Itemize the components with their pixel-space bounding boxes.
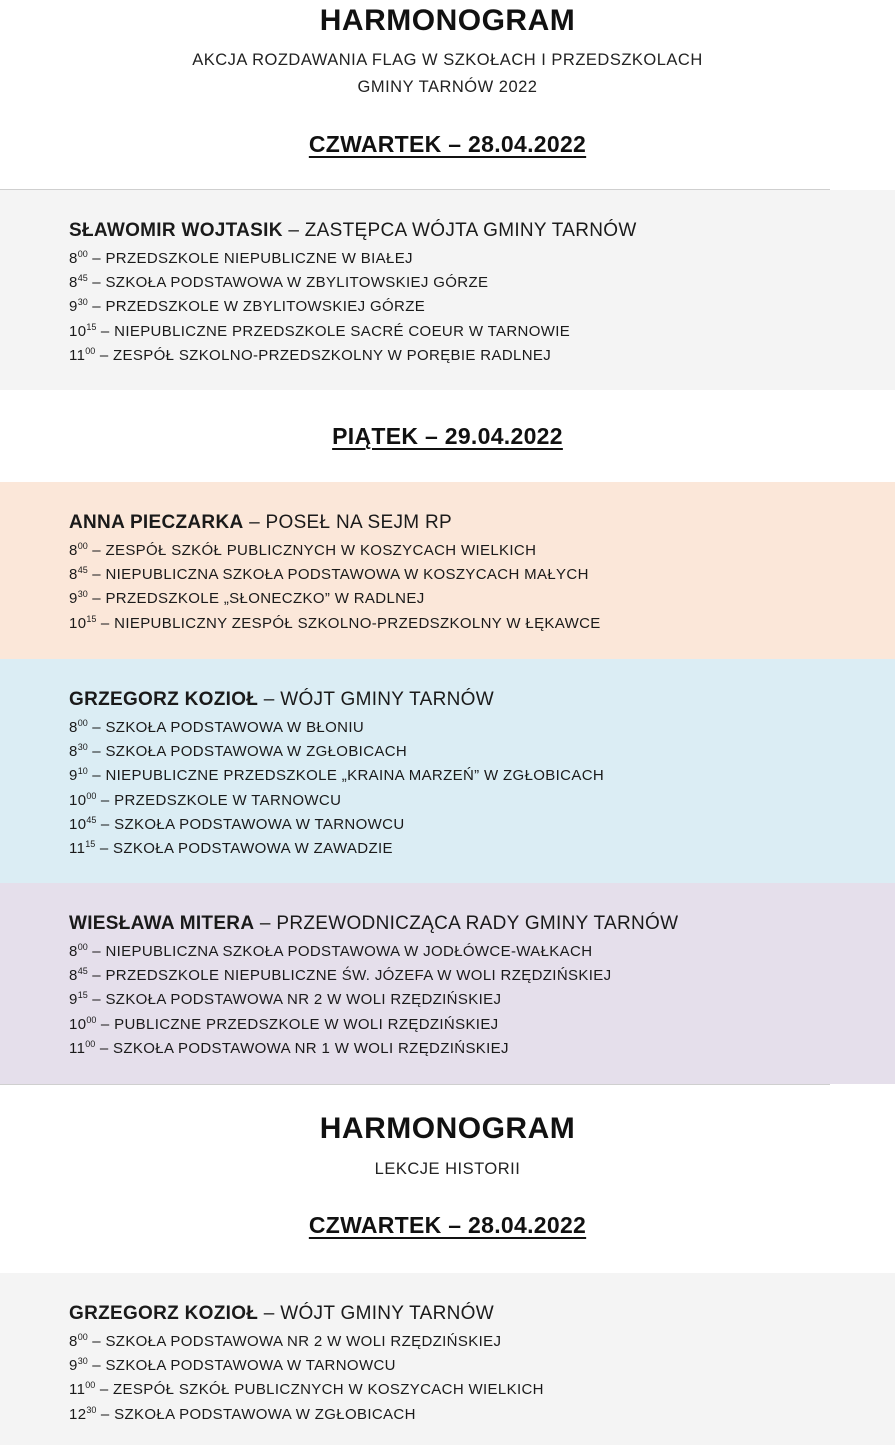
schedule-entry bbox=[69, 740, 875, 764]
page-subtitle-line1: AKCJA ROZDAWANIA FLAG W SZKOŁACH I PRZEDSZKOLACH bbox=[192, 51, 703, 69]
entry-minutes: 00 bbox=[85, 345, 96, 356]
entry-hour: 8 bbox=[69, 542, 78, 559]
schedule-entry bbox=[69, 271, 875, 295]
day-heading-friday: PIĄTEK – 29.04.2022 bbox=[332, 423, 563, 449]
schedule-block-content bbox=[69, 510, 875, 636]
entry-location: – ZESPÓŁ SZKÓŁ PUBLICZNYCH W KOSZYCACH WIELKICH bbox=[87, 542, 537, 559]
schedule-entry bbox=[69, 837, 875, 861]
entry-location: – SZKOŁA PODSTAWOWA W TARNOWCU bbox=[96, 815, 405, 833]
schedule-entry bbox=[69, 1013, 875, 1037]
schedule-entry bbox=[69, 1037, 875, 1061]
schedule-entries bbox=[69, 1330, 875, 1427]
entry-minutes: 15 bbox=[85, 838, 96, 849]
schedule-entry bbox=[69, 295, 875, 319]
entry-minutes: 45 bbox=[77, 565, 88, 576]
page-title: HARMONOGRAM bbox=[319, 4, 576, 37]
entry-location: – NIEPUBLICZNA SZKOŁA PODSTAWOWA W JODŁÓWCE-WAŁKACH bbox=[87, 943, 593, 960]
entry-minutes: 00 bbox=[85, 1038, 96, 1049]
schedule-entry bbox=[69, 563, 875, 587]
schedule-entries bbox=[69, 539, 875, 636]
entry-minutes: 30 bbox=[77, 589, 88, 600]
entry-location: – NIEPUBLICZNY ZESPÓŁ SZKOLNO-PRZEDSZKOLNY W ŁĘKAWCE bbox=[96, 614, 601, 632]
schedule-entry bbox=[69, 940, 875, 964]
entry-location: – PRZEDSZKOLE W TARNOWCU bbox=[96, 791, 342, 809]
schedule-entry bbox=[69, 964, 875, 988]
person-heading bbox=[69, 510, 875, 539]
entry-hour: 8 bbox=[69, 743, 78, 761]
schedule-entry bbox=[69, 344, 875, 368]
entry-minutes: 00 bbox=[77, 942, 88, 952]
entry-location: – PUBLICZNE PRZEDSZKOLE W WOLI RZĘDZIŃSKIEJ bbox=[96, 1015, 499, 1033]
entry-location: – NIEPUBLICZNE PRZEDSZKOLE „KRAINA MARZEŃ” W ZGŁOBICACH bbox=[87, 767, 605, 785]
entry-hour: 10 bbox=[69, 614, 87, 632]
entry-location: – PRZEDSZKOLE „SŁONECZKO” W RADLNEJ bbox=[87, 590, 425, 608]
schedule-entry bbox=[69, 789, 875, 813]
entry-minutes: 00 bbox=[77, 541, 88, 551]
schedule-entry bbox=[69, 612, 875, 636]
entry-minutes: 30 bbox=[86, 1404, 97, 1415]
entry-hour: 11 bbox=[69, 839, 86, 857]
entry-hour: 11 bbox=[69, 1039, 86, 1057]
entry-location: – NIEPUBLICZNE PRZEDSZKOLE SACRÉ COEUR W TARNOWIE bbox=[96, 322, 571, 340]
person-name: WIESŁAWA MITERA bbox=[69, 913, 255, 934]
entry-hour: 12 bbox=[69, 1405, 87, 1423]
entry-minutes: 00 bbox=[77, 718, 88, 728]
entry-location: – SZKOŁA PODSTAWOWA W ZGŁOBICACH bbox=[96, 1405, 416, 1423]
entry-minutes: 00 bbox=[86, 1014, 97, 1025]
entry-minutes: 45 bbox=[77, 966, 88, 977]
schedule-block bbox=[0, 482, 895, 659]
entry-hour: 9 bbox=[69, 590, 78, 608]
entry-hour: 8 bbox=[69, 250, 78, 267]
entry-minutes: 45 bbox=[77, 273, 88, 284]
schedule-entry bbox=[69, 988, 875, 1012]
entry-location: – PRZEDSZKOLE NIEPUBLICZNE W BIAŁEJ bbox=[87, 250, 413, 267]
entry-location: – SZKOŁA PODSTAWOWA W ZGŁOBICACH bbox=[87, 743, 408, 761]
person-role: – POSEŁ NA SEJM RP bbox=[243, 512, 452, 533]
person-name: GRZEGORZ KOZIOŁ bbox=[69, 1303, 259, 1324]
schedule-entry bbox=[69, 813, 875, 837]
entry-hour: 8 bbox=[69, 1333, 78, 1350]
schedule-entry bbox=[69, 764, 875, 788]
entry-hour: 10 bbox=[69, 1015, 87, 1033]
entry-hour: 10 bbox=[69, 815, 87, 833]
entry-location: – PRZEDSZKOLE W ZBYLITOWSKIEJ GÓRZE bbox=[87, 298, 426, 316]
entry-minutes: 00 bbox=[86, 790, 97, 801]
schedule-block bbox=[0, 883, 895, 1084]
person-name: GRZEGORZ KOZIOŁ bbox=[69, 689, 259, 710]
divider bbox=[0, 1084, 830, 1085]
entry-location: – SZKOŁA PODSTAWOWA W ZBYLITOWSKIEJ GÓRZE bbox=[87, 274, 489, 292]
page-subtitle-line2: GMINY TARNÓW 2022 bbox=[357, 78, 538, 96]
entry-hour: 8 bbox=[69, 566, 78, 584]
person-role: – PRZEWODNICZĄCA RADY GMINY TARNÓW bbox=[254, 913, 679, 934]
entry-hour: 8 bbox=[69, 274, 78, 292]
entry-hour: 11 bbox=[69, 346, 86, 364]
day-heading-thursday: CZWARTEK – 28.04.2022 bbox=[308, 1212, 587, 1238]
person-heading bbox=[69, 1301, 875, 1330]
entry-minutes: 15 bbox=[77, 990, 88, 1001]
entry-location: – PRZEDSZKOLE NIEPUBLICZNE ŚW. JÓZEFA W WOLI RZĘDZIŃSKIEJ bbox=[87, 967, 612, 985]
entry-minutes: 00 bbox=[77, 249, 88, 259]
entry-minutes: 15 bbox=[86, 321, 97, 332]
schedule-block bbox=[0, 1273, 895, 1445]
entry-location: – SZKOŁA PODSTAWOWA W BŁONIU bbox=[87, 719, 365, 736]
entry-location: – SZKOŁA PODSTAWOWA NR 1 W WOLI RZĘDZIŃSKIEJ bbox=[95, 1039, 509, 1057]
day-heading-thursday: CZWARTEK – 28.04.2022 bbox=[308, 131, 587, 157]
schedule-entry bbox=[69, 1378, 875, 1402]
entry-minutes: 15 bbox=[86, 613, 97, 624]
schedule-block bbox=[0, 659, 895, 883]
schedule-entry bbox=[69, 1354, 875, 1378]
entry-hour: 9 bbox=[69, 767, 78, 785]
entry-hour: 8 bbox=[69, 719, 78, 736]
schedule-entries bbox=[69, 247, 875, 368]
person-heading bbox=[69, 687, 875, 716]
schedule-entries bbox=[69, 940, 875, 1061]
entry-location: – ZESPÓŁ SZKOLNO-PRZEDSZKOLNY W PORĘBIE RADLNEJ bbox=[95, 346, 552, 364]
entry-location: – SZKOŁA PODSTAWOWA NR 2 W WOLI RZĘDZIŃSKIEJ bbox=[87, 1333, 502, 1350]
entry-hour: 10 bbox=[69, 791, 87, 809]
section-subtitle: LEKCJE HISTORII bbox=[374, 1160, 521, 1178]
entry-hour: 9 bbox=[69, 991, 78, 1009]
schedule-block bbox=[0, 190, 895, 390]
entry-minutes: 00 bbox=[85, 1380, 96, 1391]
entry-hour: 11 bbox=[69, 1381, 86, 1399]
entry-minutes: 10 bbox=[77, 766, 88, 777]
section-title: HARMONOGRAM bbox=[319, 1112, 576, 1145]
person-name: ANNA PIECZARKA bbox=[69, 512, 244, 533]
entry-location: – SZKOŁA PODSTAWOWA W ZAWADZIE bbox=[95, 839, 393, 857]
schedule-entry bbox=[69, 587, 875, 611]
entry-minutes: 30 bbox=[77, 297, 88, 308]
entry-location: – SZKOŁA PODSTAWOWA NR 2 W WOLI RZĘDZIŃSKIEJ bbox=[87, 991, 502, 1009]
schedule-entry bbox=[69, 716, 875, 740]
schedule-block-content bbox=[69, 218, 875, 368]
entry-hour: 8 bbox=[69, 967, 78, 985]
entry-hour: 10 bbox=[69, 322, 87, 340]
entry-minutes: 45 bbox=[86, 814, 97, 825]
entry-minutes: 00 bbox=[77, 1332, 88, 1342]
schedule-entries bbox=[69, 716, 875, 861]
person-role: – WÓJT GMINY TARNÓW bbox=[258, 1303, 494, 1324]
schedule-entry bbox=[69, 320, 875, 344]
entry-location: – SZKOŁA PODSTAWOWA W TARNOWCU bbox=[87, 1357, 396, 1375]
entry-location: – ZESPÓŁ SZKÓŁ PUBLICZNYCH W KOSZYCACH WIELKICH bbox=[95, 1381, 544, 1399]
schedule-entry bbox=[69, 539, 875, 563]
schedule-entry bbox=[69, 1403, 875, 1427]
person-heading bbox=[69, 218, 875, 247]
entry-minutes: 30 bbox=[77, 1356, 88, 1367]
schedule-entry bbox=[69, 247, 875, 271]
schedule-block-content bbox=[69, 911, 875, 1061]
entry-hour: 8 bbox=[69, 943, 78, 960]
person-role: – ZASTĘPCA WÓJTA GMINY TARNÓW bbox=[282, 220, 637, 241]
person-heading bbox=[69, 911, 875, 940]
entry-hour: 9 bbox=[69, 298, 78, 316]
schedule-entry bbox=[69, 1330, 875, 1354]
entry-minutes: 30 bbox=[77, 742, 88, 753]
schedule-block-content bbox=[69, 687, 875, 861]
entry-location: – NIEPUBLICZNA SZKOŁA PODSTAWOWA W KOSZYCACH MAŁYCH bbox=[87, 566, 589, 584]
person-name: SŁAWOMIR WOJTASIK bbox=[69, 220, 283, 241]
person-role: – WÓJT GMINY TARNÓW bbox=[258, 689, 494, 710]
entry-hour: 9 bbox=[69, 1357, 78, 1375]
schedule-block-content bbox=[69, 1301, 875, 1427]
